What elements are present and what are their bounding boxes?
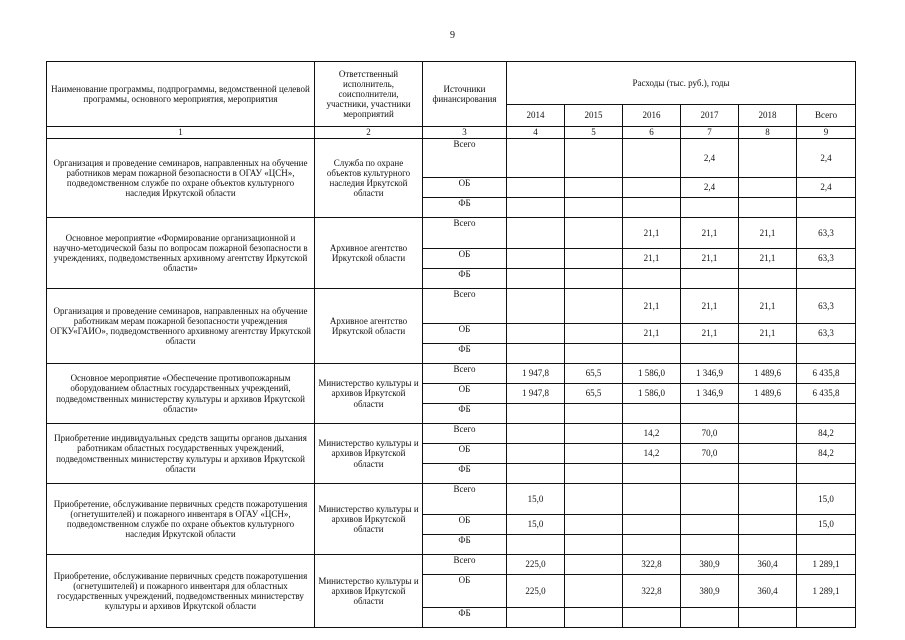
value-year-2018 bbox=[739, 344, 797, 364]
value-year-2016 bbox=[623, 515, 681, 535]
value-total bbox=[797, 535, 856, 555]
funding-source: Всего bbox=[423, 555, 507, 575]
activity-executor: Служба по охране объектов культурного наследия Иркутской области bbox=[315, 139, 423, 218]
column-number-6: 6 bbox=[623, 127, 681, 139]
value-year-2017: 2,4 bbox=[681, 139, 739, 178]
value-year-2018: 1 489,6 bbox=[739, 364, 797, 384]
funding-source: Всего bbox=[423, 484, 507, 515]
value-total bbox=[797, 464, 856, 484]
value-year-2016: 1 586,0 bbox=[623, 364, 681, 384]
funding-source: Всего bbox=[423, 364, 507, 384]
table-row bbox=[47, 555, 856, 575]
value-year-2018 bbox=[739, 464, 797, 484]
value-year-2015 bbox=[565, 515, 623, 535]
value-total: 63,3 bbox=[797, 289, 856, 324]
funding-source: ФБ bbox=[423, 608, 507, 628]
column-number-7: 7 bbox=[681, 127, 739, 139]
value-year-2015 bbox=[565, 424, 623, 444]
value-year-2014 bbox=[507, 608, 565, 628]
value-year-2017: 70,0 bbox=[681, 444, 739, 464]
header-name-column: Наименование программы, подпрограммы, ведомственной целевой программы, основного мероприятия, мероприятия bbox=[47, 62, 315, 127]
value-year-2017 bbox=[681, 608, 739, 628]
budget-table bbox=[46, 61, 856, 628]
value-year-2018 bbox=[739, 178, 797, 198]
activity-executor: Министерство культуры и архивов Иркутской области bbox=[315, 364, 423, 424]
value-total: 63,3 bbox=[797, 218, 856, 249]
value-year-2016 bbox=[623, 139, 681, 178]
funding-source: ФБ bbox=[423, 535, 507, 555]
table-row bbox=[47, 218, 856, 249]
table-row bbox=[47, 364, 856, 384]
table-row bbox=[47, 484, 856, 515]
column-number-3: 3 bbox=[423, 127, 507, 139]
value-year-2018: 21,1 bbox=[739, 324, 797, 344]
value-total: 6 435,8 bbox=[797, 364, 856, 384]
header-executor-column: Ответственный исполнитель, соисполнители, участники, участники мероприятий bbox=[315, 62, 423, 127]
funding-source: ФБ bbox=[423, 269, 507, 289]
funding-source: ОБ bbox=[423, 324, 507, 344]
value-year-2017: 1 346,9 bbox=[681, 364, 739, 384]
value-year-2014 bbox=[507, 289, 565, 324]
value-year-2018 bbox=[739, 444, 797, 464]
value-year-2016 bbox=[623, 198, 681, 218]
value-year-2015 bbox=[565, 464, 623, 484]
activity-name: Основное мероприятие «Формирование организационной и научно-методической базы по вопросам пожарной безопасности в учреждениях, подведомственных архивному агентству Иркутской области» bbox=[47, 218, 315, 289]
value-total: 15,0 bbox=[797, 484, 856, 515]
value-year-2014 bbox=[507, 269, 565, 289]
value-year-2014 bbox=[507, 178, 565, 198]
value-year-2015: 65,5 bbox=[565, 384, 623, 404]
value-total: 84,2 bbox=[797, 424, 856, 444]
funding-source: ОБ bbox=[423, 444, 507, 464]
value-year-2016: 14,2 bbox=[623, 444, 681, 464]
column-numbers-row bbox=[47, 127, 856, 139]
value-total bbox=[797, 269, 856, 289]
activity-name: Приобретение, обслуживание первичных средств пожаротушения (огнетушителей) и пожарного инвентаря в ОГАУ «ЦСН», подведомственном службе по охране объектов культурного наследия Иркутской области bbox=[47, 484, 315, 555]
value-year-2016 bbox=[623, 535, 681, 555]
value-year-2015 bbox=[565, 484, 623, 515]
value-year-2015 bbox=[565, 218, 623, 249]
value-year-2014 bbox=[507, 444, 565, 464]
value-year-2016: 14,2 bbox=[623, 424, 681, 444]
funding-source: ФБ bbox=[423, 344, 507, 364]
value-year-2016: 21,1 bbox=[623, 218, 681, 249]
value-year-2014: 15,0 bbox=[507, 484, 565, 515]
activity-name: Приобретение, обслуживание первичных средств пожаротушения (огнетушителей) и пожарного инвентаря для областных государственных учреждений, подведомственных министерству культуры и архивов Иркутской области bbox=[47, 555, 315, 628]
value-year-2016: 1 586,0 bbox=[623, 384, 681, 404]
column-number-9: 9 bbox=[797, 127, 856, 139]
value-year-2017: 21,1 bbox=[681, 218, 739, 249]
value-year-2018 bbox=[739, 608, 797, 628]
value-year-2018 bbox=[739, 198, 797, 218]
value-year-2015 bbox=[565, 139, 623, 178]
value-year-2018: 21,1 bbox=[739, 289, 797, 324]
value-year-2017: 70,0 bbox=[681, 424, 739, 444]
value-year-2014: 1 947,8 bbox=[507, 364, 565, 384]
activity-name: Организация и проведение семинаров, направленных на обучение работникам мерам пожарной безопасности учреждения ОГКУ«ГАИО», подведомственного архивному агентству Иркутской области bbox=[47, 289, 315, 364]
funding-source: Всего bbox=[423, 289, 507, 324]
value-year-2015 bbox=[565, 535, 623, 555]
value-year-2015 bbox=[565, 404, 623, 424]
value-year-2016 bbox=[623, 608, 681, 628]
value-year-2017: 21,1 bbox=[681, 289, 739, 324]
value-year-2017: 380,9 bbox=[681, 555, 739, 575]
funding-source: ФБ bbox=[423, 198, 507, 218]
value-year-2016 bbox=[623, 464, 681, 484]
value-year-2018 bbox=[739, 139, 797, 178]
activity-name: Приобретение индивидуальных средств защиты органов дыхания работникам областных государственных учреждений, подведомственных министерству культуры и архивов Иркутской области bbox=[47, 424, 315, 484]
value-year-2014 bbox=[507, 218, 565, 249]
column-number-1: 1 bbox=[47, 127, 315, 139]
header-year-2: 2015 bbox=[565, 105, 623, 127]
column-number-8: 8 bbox=[739, 127, 797, 139]
funding-source: ФБ bbox=[423, 404, 507, 424]
value-year-2015 bbox=[565, 608, 623, 628]
value-total bbox=[797, 608, 856, 628]
table-row bbox=[47, 424, 856, 444]
value-year-2014 bbox=[507, 344, 565, 364]
value-year-2017: 2,4 bbox=[681, 178, 739, 198]
value-year-2016: 322,8 bbox=[623, 555, 681, 575]
value-year-2016 bbox=[623, 484, 681, 515]
value-year-2017 bbox=[681, 535, 739, 555]
value-year-2016 bbox=[623, 178, 681, 198]
value-total bbox=[797, 404, 856, 424]
value-total bbox=[797, 198, 856, 218]
value-year-2014: 1 947,8 bbox=[507, 384, 565, 404]
value-year-2017 bbox=[681, 269, 739, 289]
value-year-2014: 15,0 bbox=[507, 515, 565, 535]
value-year-2018: 1 489,6 bbox=[739, 384, 797, 404]
value-year-2015 bbox=[565, 269, 623, 289]
value-year-2016 bbox=[623, 269, 681, 289]
column-number-4: 4 bbox=[507, 127, 565, 139]
value-year-2017: 21,1 bbox=[681, 324, 739, 344]
value-year-2015 bbox=[565, 249, 623, 269]
value-total: 2,4 bbox=[797, 139, 856, 178]
value-year-2016 bbox=[623, 404, 681, 424]
value-year-2018 bbox=[739, 424, 797, 444]
column-number-2: 2 bbox=[315, 127, 423, 139]
value-year-2017: 21,1 bbox=[681, 249, 739, 269]
value-year-2015 bbox=[565, 178, 623, 198]
value-year-2014 bbox=[507, 404, 565, 424]
funding-source: ОБ bbox=[423, 384, 507, 404]
activity-executor: Министерство культуры и архивов Иркутской области bbox=[315, 555, 423, 628]
value-year-2016: 21,1 bbox=[623, 289, 681, 324]
value-year-2014 bbox=[507, 535, 565, 555]
header-year-3: 2016 bbox=[623, 105, 681, 127]
funding-source: Всего bbox=[423, 218, 507, 249]
value-year-2018 bbox=[739, 515, 797, 535]
value-year-2017 bbox=[681, 464, 739, 484]
value-year-2014 bbox=[507, 464, 565, 484]
value-year-2015 bbox=[565, 324, 623, 344]
value-year-2017 bbox=[681, 484, 739, 515]
value-year-2017 bbox=[681, 198, 739, 218]
value-year-2016: 322,8 bbox=[623, 575, 681, 608]
column-number-5: 5 bbox=[565, 127, 623, 139]
value-year-2015 bbox=[565, 289, 623, 324]
value-year-2015 bbox=[565, 575, 623, 608]
value-year-2014: 225,0 bbox=[507, 575, 565, 608]
activity-executor: Архивное агентство Иркутской области bbox=[315, 218, 423, 289]
value-total: 6 435,8 bbox=[797, 384, 856, 404]
value-total: 1 289,1 bbox=[797, 555, 856, 575]
value-year-2015 bbox=[565, 344, 623, 364]
value-year-2014 bbox=[507, 198, 565, 218]
header-year-1: 2014 bbox=[507, 105, 565, 127]
funding-source: ФБ bbox=[423, 464, 507, 484]
value-year-2018 bbox=[739, 484, 797, 515]
funding-source: ОБ bbox=[423, 178, 507, 198]
funding-source: ОБ bbox=[423, 515, 507, 535]
value-year-2017 bbox=[681, 344, 739, 364]
value-year-2018: 21,1 bbox=[739, 218, 797, 249]
table-header bbox=[47, 62, 856, 139]
value-total: 2,4 bbox=[797, 178, 856, 198]
value-year-2015 bbox=[565, 555, 623, 575]
activity-executor: Министерство культуры и архивов Иркутской области bbox=[315, 484, 423, 555]
page-number: 9 bbox=[450, 30, 455, 41]
value-year-2015 bbox=[565, 198, 623, 218]
funding-source: ОБ bbox=[423, 249, 507, 269]
table-body bbox=[47, 139, 856, 628]
activity-executor: Архивное агентство Иркутской области bbox=[315, 289, 423, 364]
value-year-2018: 360,4 bbox=[739, 555, 797, 575]
value-total: 84,2 bbox=[797, 444, 856, 464]
value-year-2018 bbox=[739, 535, 797, 555]
value-total: 63,3 bbox=[797, 324, 856, 344]
table-row bbox=[47, 139, 856, 178]
funding-source: Всего bbox=[423, 424, 507, 444]
funding-source: Всего bbox=[423, 139, 507, 178]
value-year-2016: 21,1 bbox=[623, 249, 681, 269]
value-total: 63,3 bbox=[797, 249, 856, 269]
header-year-4: 2017 bbox=[681, 105, 739, 127]
value-year-2018: 21,1 bbox=[739, 249, 797, 269]
value-year-2017 bbox=[681, 515, 739, 535]
value-year-2014 bbox=[507, 324, 565, 344]
value-year-2014 bbox=[507, 424, 565, 444]
activity-name: Организация и проведение семинаров, направленных на обучение работников мерам пожарной безопасности в ОГАУ «ЦСН», подведомственном службе по охране объектов культурного наследия Иркутской области bbox=[47, 139, 315, 218]
table-row bbox=[47, 289, 856, 324]
value-year-2014 bbox=[507, 249, 565, 269]
value-year-2015: 65,5 bbox=[565, 364, 623, 384]
value-year-2014: 225,0 bbox=[507, 555, 565, 575]
value-total: 15,0 bbox=[797, 515, 856, 535]
header-year-6: Всего bbox=[797, 105, 856, 127]
header-expenses: Расходы (тыс. руб.), годы bbox=[507, 62, 856, 105]
header-source-column: Источники финансирования bbox=[423, 62, 507, 127]
value-total bbox=[797, 344, 856, 364]
value-year-2014 bbox=[507, 139, 565, 178]
value-year-2018: 360,4 bbox=[739, 575, 797, 608]
value-year-2016: 21,1 bbox=[623, 324, 681, 344]
value-total: 1 289,1 bbox=[797, 575, 856, 608]
value-year-2016 bbox=[623, 344, 681, 364]
value-year-2015 bbox=[565, 444, 623, 464]
value-year-2018 bbox=[739, 269, 797, 289]
activity-executor: Министерство культуры и архивов Иркутской области bbox=[315, 424, 423, 484]
value-year-2018 bbox=[739, 404, 797, 424]
activity-name: Основное мероприятие «Обеспечение противопожарным оборудованием областных государственных учреждений, подведомственных министерству культуры и архивов Иркутской области» bbox=[47, 364, 315, 424]
value-year-2017: 380,9 bbox=[681, 575, 739, 608]
value-year-2017 bbox=[681, 404, 739, 424]
funding-source: ОБ bbox=[423, 575, 507, 608]
header-year-5: 2018 bbox=[739, 105, 797, 127]
value-year-2017: 1 346,9 bbox=[681, 384, 739, 404]
